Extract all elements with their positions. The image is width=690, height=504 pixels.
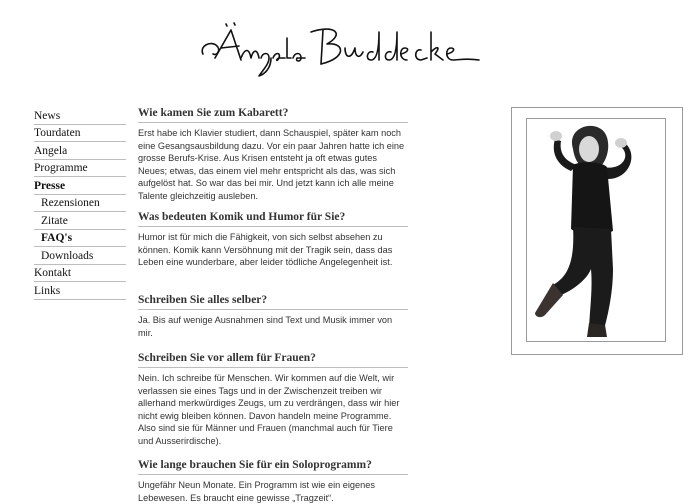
faq-question: Wie lange brauchen Sie für ein Soloprogramm? [138,459,408,475]
faq-question: Schreiben Sie alles selber? [138,294,408,310]
nav-item-downloads[interactable]: Downloads [34,247,126,265]
faq-answer: Ja. Bis auf wenige Ausnahmen sind Text und Musik immer von mir. [138,315,393,338]
faq-question: Wie kamen Sie zum Kabarett? [138,107,408,123]
portrait-illustration [527,119,666,342]
nav-item-angela[interactable]: Angela [34,142,126,160]
nav-item-links[interactable]: Links [34,282,126,300]
faq-item [138,107,408,202]
signature-logo [195,18,495,86]
nav-item-presse[interactable]: Presse [34,177,126,195]
photo-frame [511,107,683,355]
nav-item-zitate[interactable]: Zitate [34,212,126,230]
portrait-photo [526,118,666,342]
nav-item-news[interactable]: News [34,107,126,125]
faq-answer: Humor ist für mich die Fähigkeit, von sich selbst absehen zu können. Komik kann Versöhnung mit der Tragik sein, dass das Leben eine wunderbare, aber leider tödliche Angelegenheit ist. [138,232,393,267]
faq-item [138,459,408,504]
main-nav [34,107,126,300]
faq-item [138,211,408,269]
nav-item-rezensionen[interactable]: Rezensionen [34,195,126,213]
nav-item-faq-s[interactable]: FAQ's [34,230,126,248]
faq-item [138,352,408,447]
faq-answer: Ungefähr Neun Monate. Ein Programm ist wie ein eigenes Lebewesen. Es braucht eine gewisse „Tragzeit“. [138,480,375,503]
faq-answer: Nein. Ich schreibe für Menschen. Wir kommen auf die Welt, wir verlassen sie eines Tags und in der Zwischenzeit treiben wir allerhand merkwürdiges Zeugs, um zu verdrängen, dass wir hier nicht ewig bleiben können. Davon handeln meine Programme. Also sind sie für Männer und Frauen (manchmal auch für Tiere und Ausserirdische). [138,373,400,446]
faq-item [138,294,408,339]
faq-answer: Erst habe ich Klavier studiert, dann Schauspiel, später kam noch eine Gesangsausbildung dazu. Vor ein paar Jahren hatte ich eine grosse Berufs-Krise. Aus Krisen entsteht ja oft etwas gutes Neues; etwas, das einem viel mehr entspricht als das, was sich aufgelöst hat. So war das bei mir. Und jetzt kann ich alle meine Talente gleichzeitig ausleben. [138,128,405,201]
faq-question: Was bedeuten Komik und Humor für Sie? [138,211,408,227]
nav-item-programme[interactable]: Programme [34,160,126,178]
nav-item-kontakt[interactable]: Kontakt [34,265,126,283]
faq-question: Schreiben Sie vor allem für Frauen? [138,352,408,368]
nav-item-tourdaten[interactable]: Tourdaten [34,125,126,143]
